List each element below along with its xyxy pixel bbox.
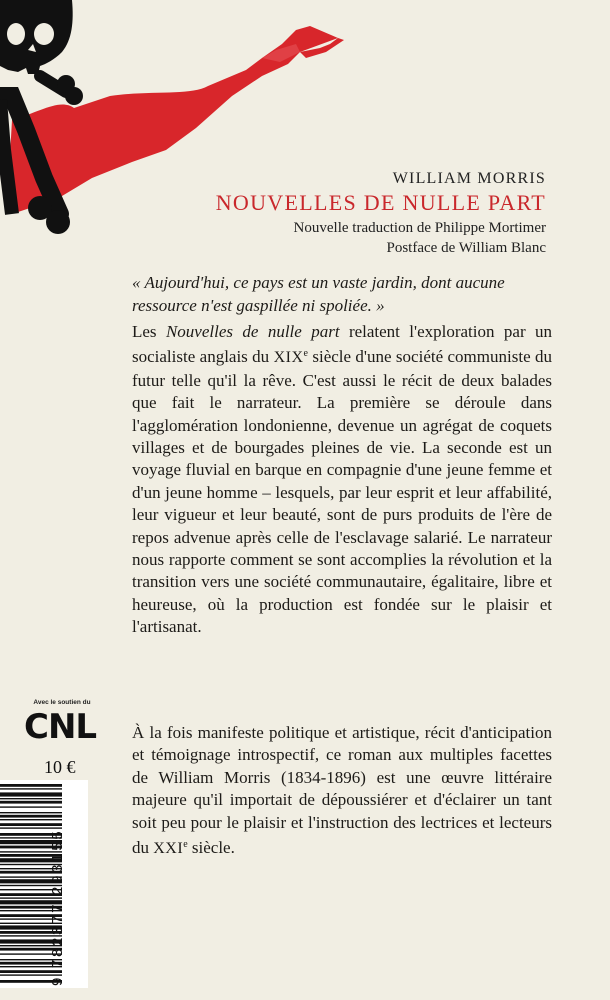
- epigraph-quote: « Aujourd'hui, ce pays est un vaste jardin, dont aucune ressource n'est gaspillée ni spoliée. »: [132, 273, 505, 315]
- cnl-logo: CNL: [24, 707, 97, 747]
- summary-paragraph-1: Les Nouvelles de nulle part relatent l'exploration par un socialiste anglais du XIXe siècle d'une société communiste du futur telle qu'il la rêve. C'est aussi le récit de deux balades que fait le narrateur. La première se déroule dans l'agglomération londonienne, devenue un agrégat de coquets villages et de bourgades pleines de vie. La seconde est un voyage fluvial en barque en compagnie d'une jeune femme et d'un jeune homme – lesquels, par leur esprit et leur affabilité, leur vigueur et leur beauté, sont de purs produits de l'ère de repos advenue après celle de l'esclavage salarié. Le narrateur nous rapporte comment se sont accomplies la révolution et la transition vers une société communautaire, égalitaire, libre et heureuse, où la production est fondée sur le plaisir et l'artisanat.: [132, 322, 552, 637]
- translation-credit: Nouvelle traduction de Philippe Mortimer: [293, 220, 546, 236]
- isbn-number: 9 782377 293155: [49, 828, 66, 986]
- summary-paragraph-2: À la fois manifeste politique et artistique, récit d'anticipation et témoignage introspectif, ce roman aux multiples facettes de William Morris (1834-1896) est une œuvre littéraire majeure qu'il importait de dépoussiérer et d'éclairer un tant soit peu pour le plaisir et l'instruction des lectrices et lecteurs du XXIe siècle.: [132, 723, 552, 858]
- author-name: WILLIAM MORRIS: [392, 170, 546, 187]
- support-text: Avec le soutien du: [33, 699, 91, 706]
- postface-credit: Postface de William Blanc: [386, 240, 546, 256]
- barcode: [0, 780, 88, 988]
- book-title-italic: Nouvelles de nulle part: [165, 322, 340, 341]
- book-title: NOUVELLES DE NULLE PART: [215, 190, 546, 215]
- price: 10 €: [44, 757, 76, 777]
